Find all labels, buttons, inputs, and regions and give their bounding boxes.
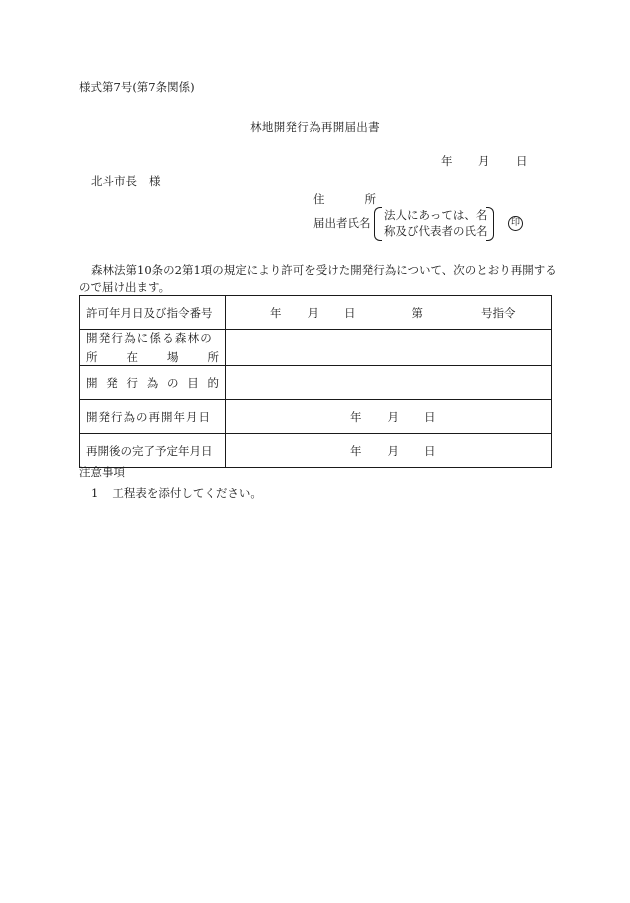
notes-heading: 注意事項 <box>79 465 125 479</box>
resume-year-label: 年 <box>350 409 362 424</box>
forest-location-label-line2 <box>86 349 225 365</box>
permit-number-suffix: 号指令 <box>481 305 516 320</box>
permit-date-label-text: 許可年月日及び指令番号 <box>86 305 213 320</box>
date-day-label: 日 <box>516 154 528 168</box>
resume-date-fields <box>226 409 551 425</box>
permit-date-value[interactable] <box>226 296 552 330</box>
permit-month-label: 月 <box>307 305 319 320</box>
seal-mark: 印 <box>508 216 523 231</box>
permit-year-label: 年 <box>270 305 282 320</box>
note-item <box>91 488 262 500</box>
corporate-note-line2: 称及び代表者の氏名 <box>384 224 488 238</box>
address-label-a: 住 <box>313 192 325 206</box>
label-char: 場 <box>167 350 179 364</box>
permit-date-label <box>80 296 226 330</box>
completion-day-label: 日 <box>424 443 436 458</box>
development-purpose-label-chars <box>86 375 225 391</box>
label-char: 行 <box>126 375 138 390</box>
label-char: 的 <box>207 375 219 390</box>
table-row <box>80 296 552 330</box>
forest-location-value[interactable] <box>226 330 552 366</box>
completion-date-label <box>80 434 226 468</box>
applicant-name-label: 届出者氏名 <box>313 216 371 230</box>
permit-date-fields <box>226 305 551 321</box>
label-char: の <box>167 375 179 390</box>
note-number: 1 <box>91 486 99 500</box>
completion-month-label: 月 <box>387 443 399 458</box>
resume-date-label <box>80 400 226 434</box>
development-purpose-value[interactable] <box>226 366 552 400</box>
completion-date-label-text: 再開後の完了予定年月日 <box>86 443 213 458</box>
corporate-note <box>374 207 494 241</box>
completion-date-fields <box>226 443 551 459</box>
forest-location-label <box>80 330 226 366</box>
permit-number-prefix: 第 <box>411 305 423 320</box>
resume-date-value[interactable] <box>226 400 552 434</box>
table-row <box>80 366 552 400</box>
label-char: 発 <box>106 375 118 390</box>
addressee-honorific: 様 <box>149 174 161 188</box>
body-paragraph: 森林法第10条の2第1項の規定により許可を受けた開発行為について、次のとおり再開するので届け出ます。 <box>79 263 557 294</box>
address-label-b: 所 <box>364 192 376 206</box>
label-char: 在 <box>126 350 138 364</box>
resume-date-label-text: 開発行為の再開年月日 <box>86 409 211 424</box>
note-text: 工程表を添付してください。 <box>112 486 262 500</box>
addressee <box>91 176 161 188</box>
completion-date-value[interactable] <box>226 434 552 468</box>
table-row <box>80 400 552 434</box>
label-char: 所 <box>86 350 98 364</box>
date-month-label: 月 <box>478 154 490 168</box>
form-table <box>79 295 552 468</box>
form-number: 様式第7号(第7条関係) <box>79 80 195 94</box>
forest-location-label-lines <box>86 330 225 365</box>
corporate-note-line1: 法人にあっては、名 <box>384 208 488 222</box>
document-title: 林地開発行為再開届出書 <box>250 120 380 134</box>
table-row <box>80 330 552 366</box>
label-char: 開 <box>86 375 98 390</box>
label-char: 為 <box>146 375 159 390</box>
addressee-name: 北斗市長 <box>91 174 137 188</box>
label-char: 所 <box>207 350 219 364</box>
label-char: 目 <box>187 375 199 390</box>
development-purpose-label <box>80 366 226 400</box>
resume-day-label: 日 <box>424 409 436 424</box>
table-row <box>80 434 552 468</box>
date-line <box>441 156 528 168</box>
resume-month-label: 月 <box>387 409 399 424</box>
left-bracket <box>374 207 382 241</box>
permit-day-label: 日 <box>344 305 356 320</box>
completion-year-label: 年 <box>350 443 362 458</box>
address-label <box>313 194 376 206</box>
forest-location-label-line1: 開発行為に係る森林の <box>86 331 213 345</box>
date-year-label: 年 <box>441 154 453 168</box>
